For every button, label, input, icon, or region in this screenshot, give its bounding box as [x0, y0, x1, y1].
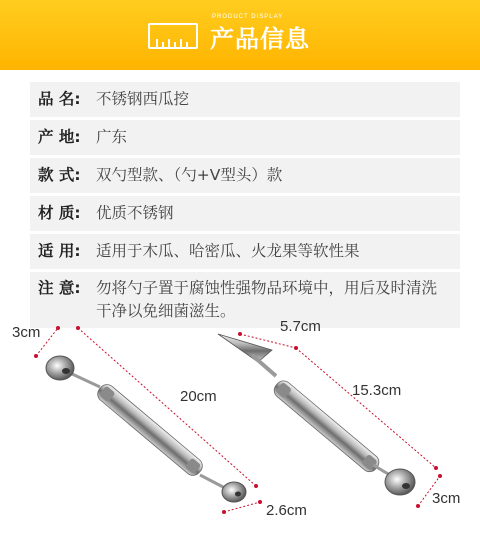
dim-right-spoon-width: 3cm — [432, 490, 461, 507]
v-head-spoon-tool — [218, 334, 415, 495]
info-label: 品 名: — [38, 90, 81, 108]
header-subtitle: PRODUCT DISPLAY — [212, 14, 284, 20]
info-value: 优质不锈钢 — [96, 204, 174, 222]
info-label: 款 式: — [38, 166, 81, 184]
double-spoon-tool — [46, 356, 246, 502]
page-title: 产品信息 — [210, 24, 310, 53]
dim-right-length: 15.3cm — [352, 382, 402, 399]
info-value: 不锈钢西瓜挖 — [96, 90, 190, 108]
info-row-name — [30, 82, 460, 117]
melon-baller-drawing — [0, 300, 480, 531]
ruler-icon — [148, 23, 198, 49]
product-illustration — [0, 300, 480, 531]
small-spoon-bowl — [222, 482, 246, 502]
v-cutter-head — [218, 334, 272, 362]
info-label: 注 意: — [38, 279, 81, 297]
header-banner — [0, 0, 480, 70]
info-row-style — [30, 158, 460, 193]
dim-left-small-spoon: 2.6cm — [266, 502, 307, 519]
info-row-usage — [30, 234, 460, 269]
dim-left-length: 20cm — [180, 388, 217, 405]
info-label: 适 用: — [38, 242, 81, 260]
info-value: 勿将勺子置于腐蚀性强物品环境中，用后及时清洗干净以免细菌滋生。 — [96, 279, 438, 320]
header-inner — [148, 18, 310, 54]
info-list — [30, 82, 460, 331]
info-value: 广东 — [96, 128, 128, 146]
info-value: 双勺型款、（勺+V型头）款 — [96, 166, 283, 184]
large-spoon-bowl — [46, 356, 74, 380]
info-value: 适用于木瓜、哈密瓜、火龙果等软性果 — [96, 242, 360, 260]
info-label: 材 质: — [38, 204, 81, 222]
dim-left-spoon-width: 3cm — [12, 324, 41, 341]
dim-right-head-width: 5.7cm — [280, 318, 321, 335]
spoon-bowl — [385, 469, 415, 495]
info-row-material — [30, 196, 460, 231]
info-label: 产 地: — [38, 128, 81, 146]
info-row-origin — [30, 120, 460, 155]
